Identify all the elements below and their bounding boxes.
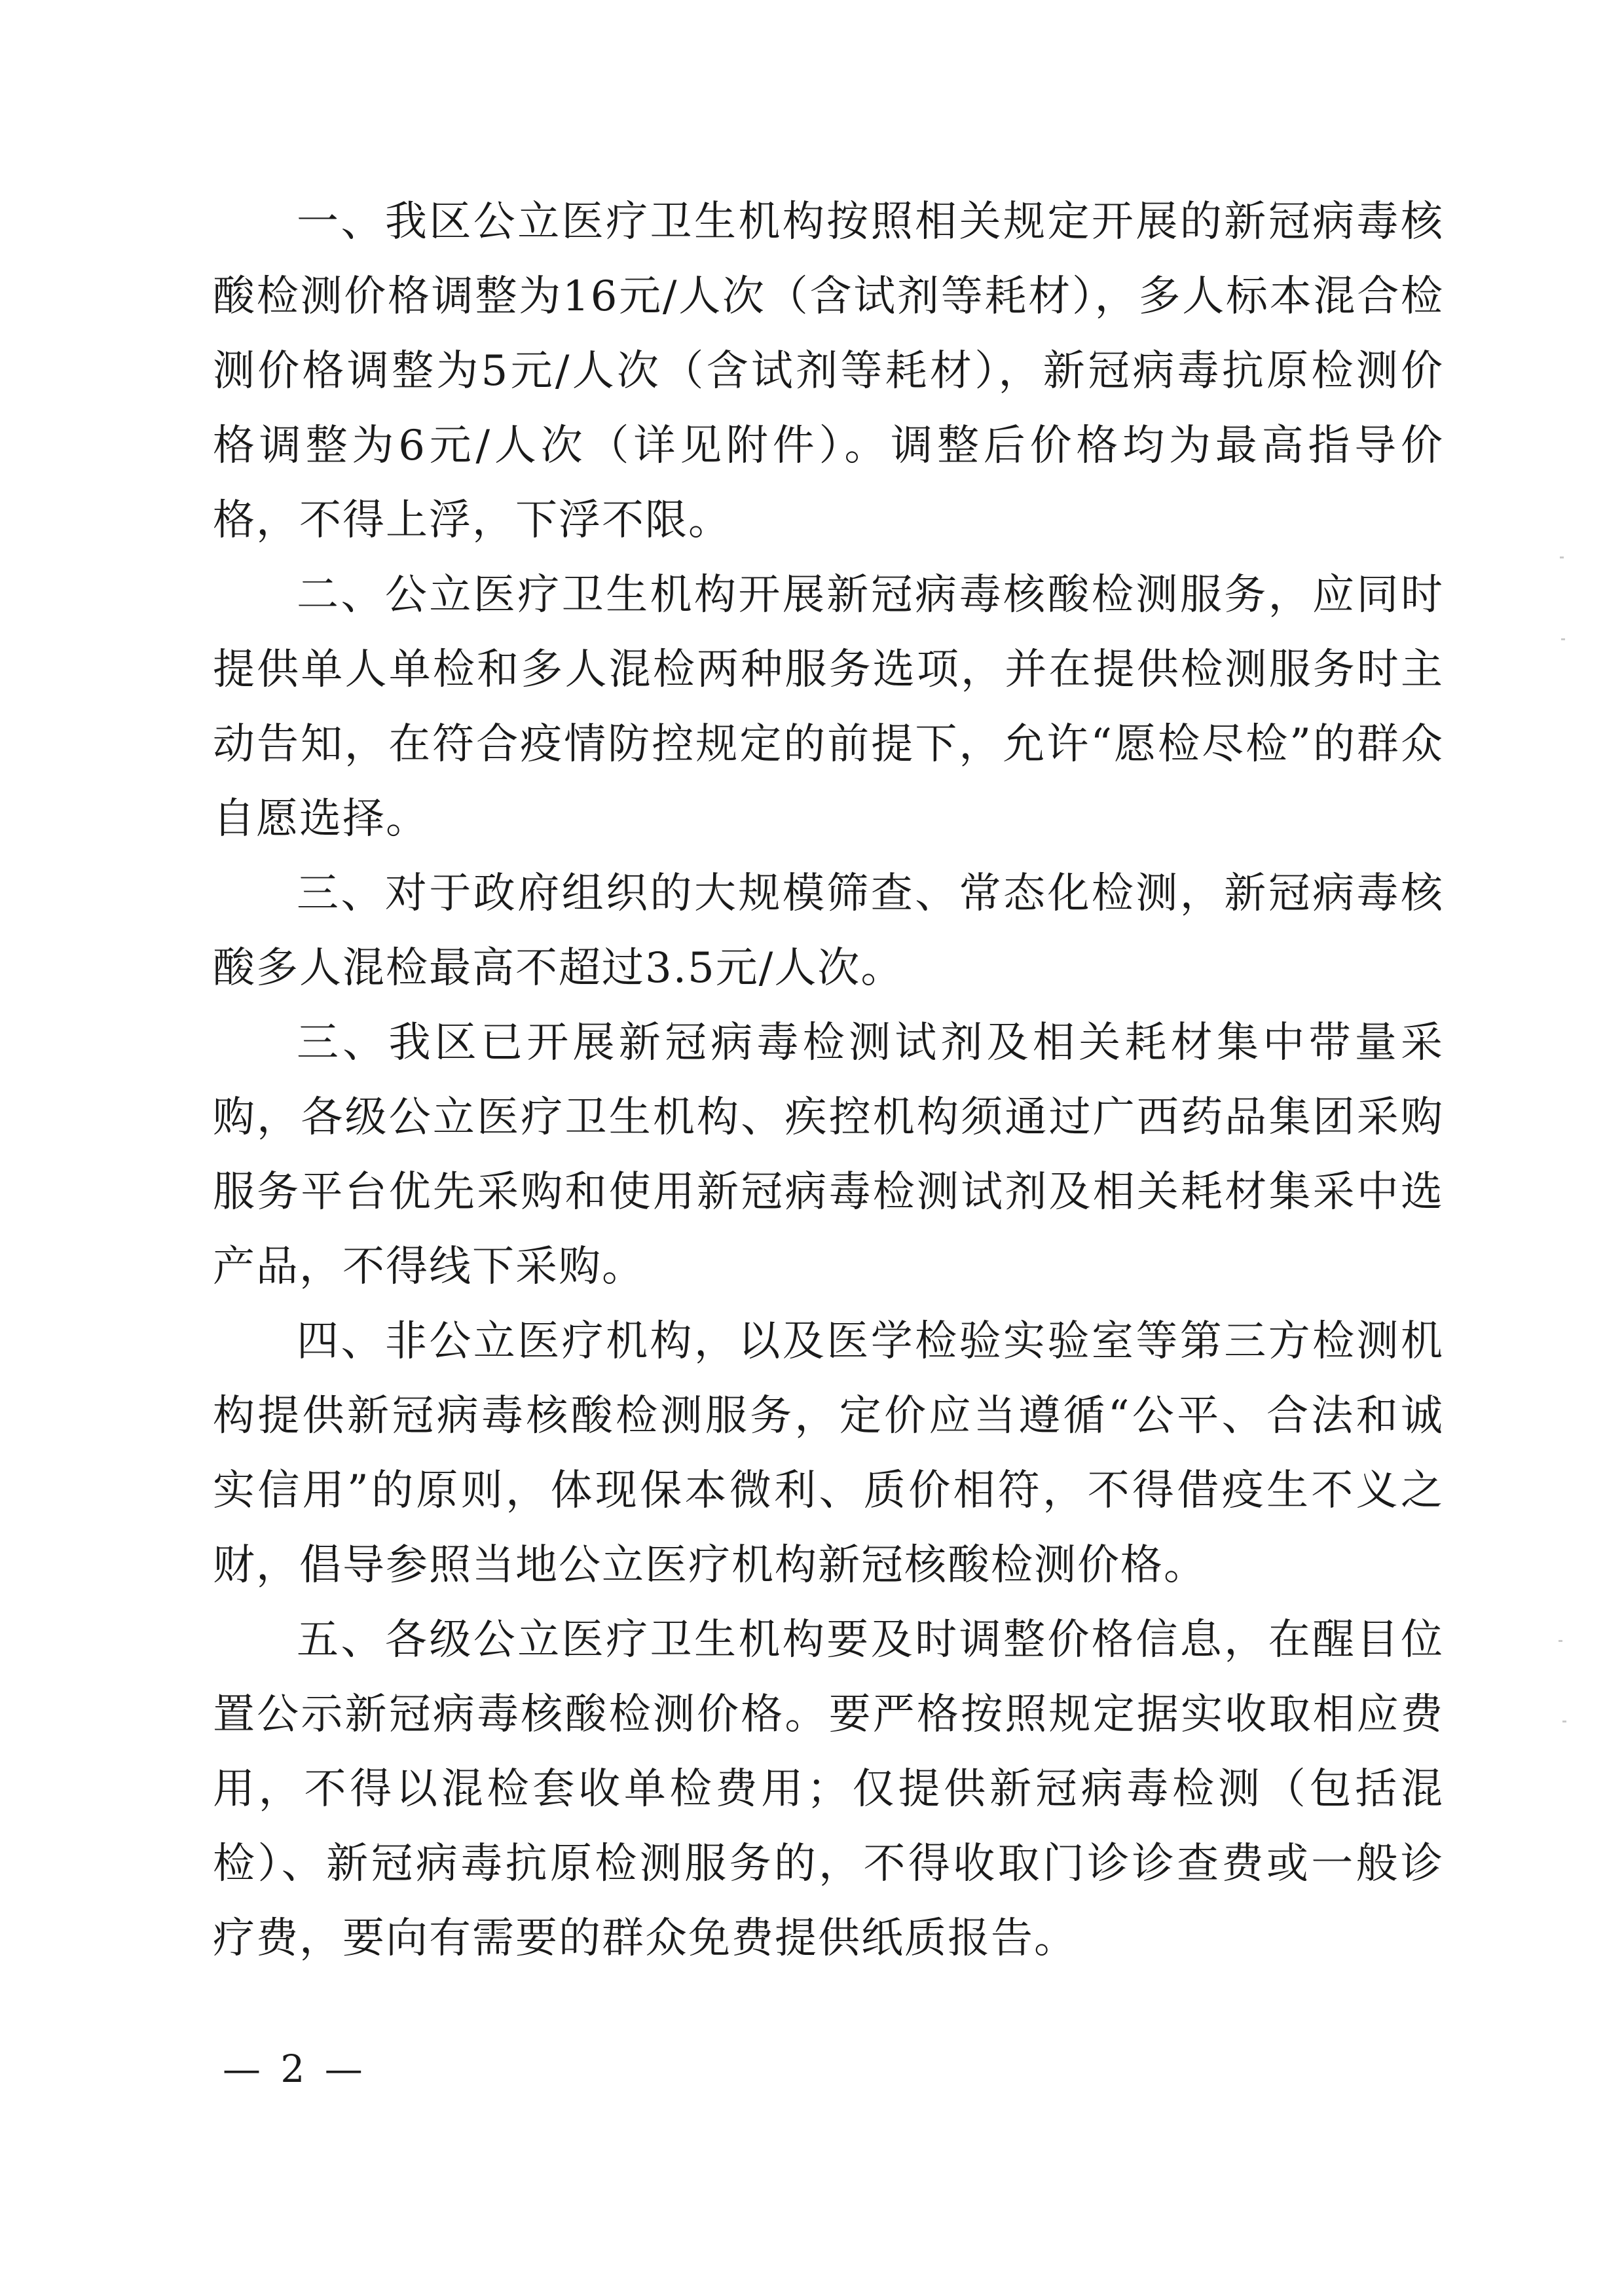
paragraph-6: 五、各级公立医疗卫生机构要及时调整价格信息，在醒目位置公示新冠病毒核酸检测价格。要严格按照规定据实收取相应费用，不得以混检套收单检费用；仅提供新冠病毒检测（包括混检）、新冠病毒抗原检测服务的，不得收取门诊诊查费或一般诊疗费，要向有需要的群众免费提供纸质报告。 (213, 1616, 1444, 1963)
paragraph-5: 四、非公立医疗机构，以及医学检验实验室等第三方检测机构提供新冠病毒核酸检测服务，定价应当遵循“公平、合法和诚实信用”的原则，体现保本微利、质价相符，不得借疫生不义之财，倡导参照当地公立医疗机构新冠核酸检测价格。 (213, 1317, 1444, 1590)
scan-speck (1560, 556, 1564, 558)
paragraph-1: 一、我区公立医疗卫生机构按照相关规定开展的新冠病毒核酸检测价格调整为16元/人次（含试剂等耗材），多人标本混合检测价格调整为5元/人次（含试剂等耗材），新冠病毒抗原检测价格调整为6元/人次（详见附件）。调整后价格均为最高指导价格，不得上浮，下浮不限。 (213, 198, 1444, 545)
paragraph-2: 二、公立医疗卫生机构开展新冠病毒核酸检测服务，应同时提供单人单检和多人混检两种服务选项，并在提供检测服务时主动告知，在符合疫情防控规定的前提下，允许“愿检尽检”的群众自愿选择。 (213, 571, 1444, 843)
document-body (213, 185, 1444, 1976)
paragraph-4: 三、我区已开展新冠病毒检测试剂及相关耗材集中带量采购，各级公立医疗卫生机构、疾控机构须通过广西药品集团采购服务平台优先采购和使用新冠病毒检测试剂及相关耗材集采中选产品，不得线下采购。 (213, 1019, 1444, 1291)
page-number: — 2 — (223, 2047, 367, 2091)
paragraph-3: 三、对于政府组织的大规模筛查、常态化检测，新冠病毒核酸多人混检最高不超过3.5元/人次。 (213, 869, 1444, 993)
scan-speck (1562, 1721, 1566, 1722)
scan-speck (1559, 1640, 1562, 1642)
scan-speck (1561, 638, 1565, 640)
